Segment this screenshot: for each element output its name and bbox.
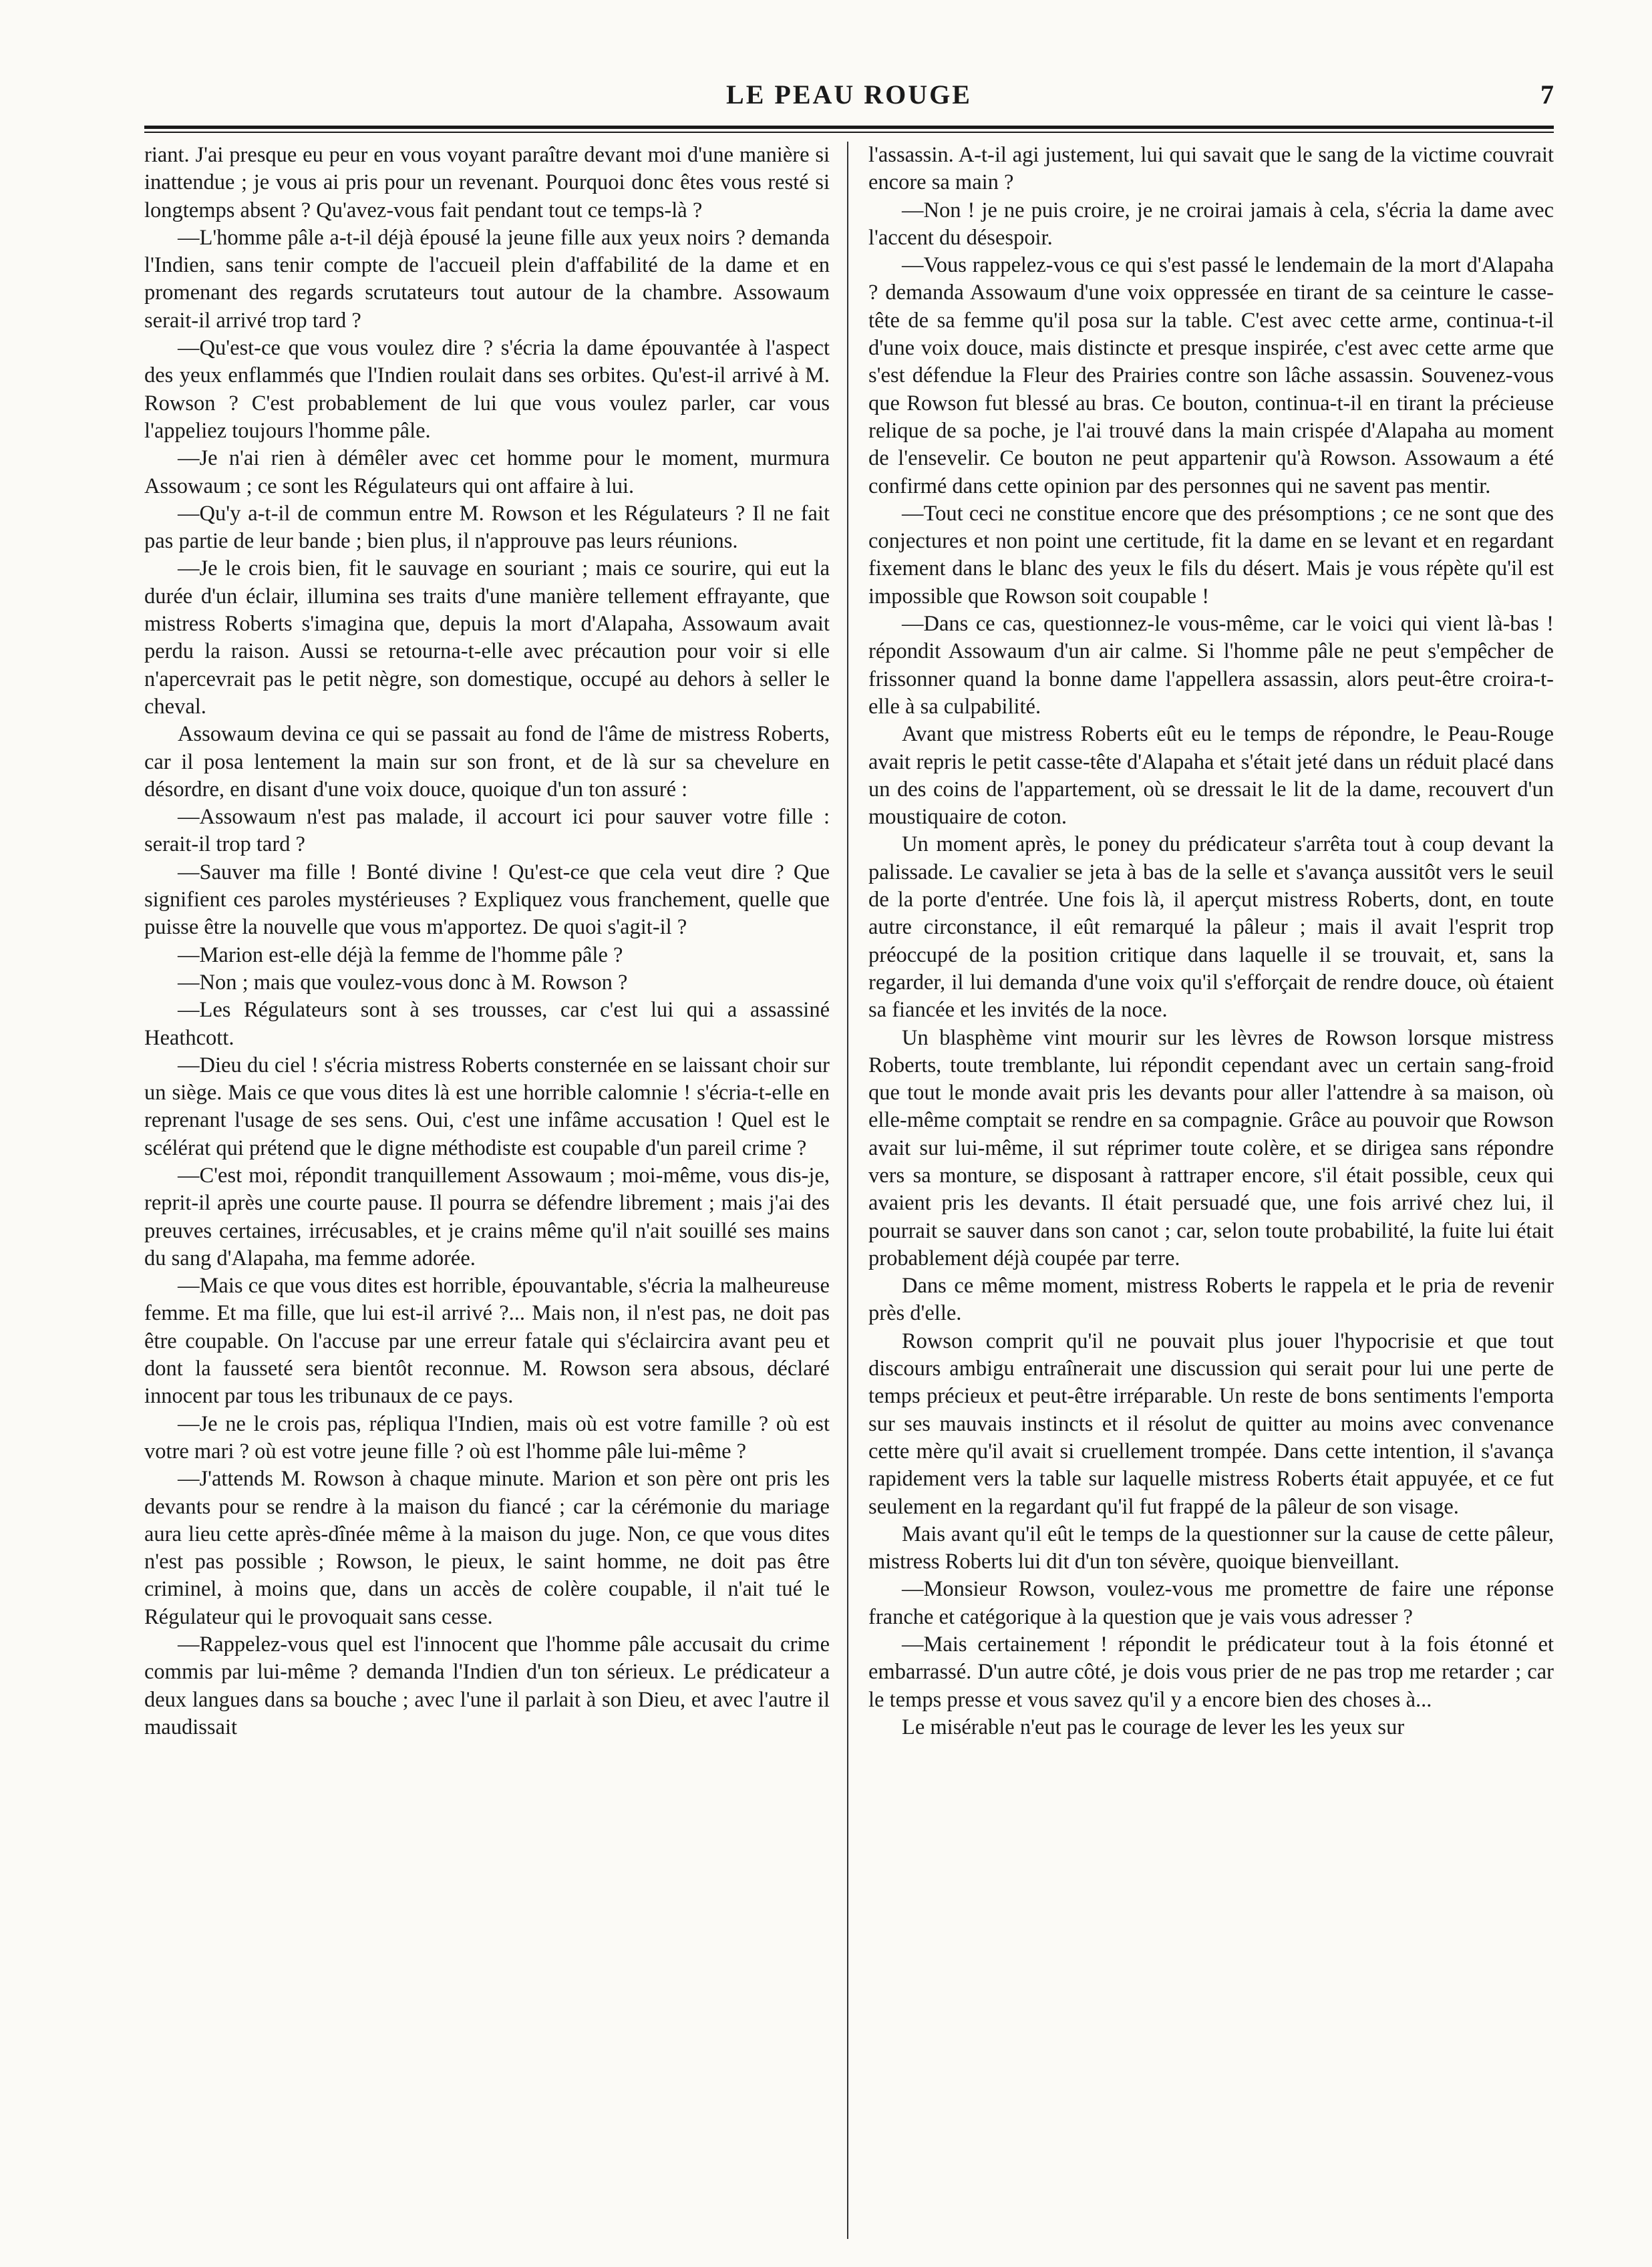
paragraph: —Monsieur Rowson, voulez-vous me promettre de faire une réponse franche et catégorique à la question que je vais vous adresser ?: [868, 1577, 1554, 1629]
paragraph: —Sauver ma fille ! Bonté divine ! Qu'est-ce que cela veut dire ? Que signifient ces paroles mystérieuses ? Expliquez vous franchement, quelle que puisse être la nouvelle que vous m'apportez. De quoi s'agit-il ?: [144, 860, 830, 940]
paragraph: —C'est moi, répondit tranquillement Assowaum ; moi-même, vous dis-je, reprit-il après une courte pause. Il pourra se défendre librement ; mais j'ai des preuves certaines, irrécusables, et je crains même qu'il n'ait souillé ses mains du sang d'Alapaha, ma femme adorée.: [144, 1163, 830, 1270]
paragraph: Le misérable n'eut pas le courage de lever les les yeux sur: [902, 1715, 1405, 1739]
paragraph: riant. J'ai presque eu peur en vous voyant paraître devant moi d'une manière si inattendue ; je vous ai pris pour un revenant. Pourquoi donc êtes vous resté si longtemps absent ? Qu'avez-vous fait pendant tout ce temps-là ?: [144, 143, 830, 222]
text-columns: [144, 142, 1554, 2246]
page-header: [144, 79, 1554, 126]
left-column: [144, 142, 830, 2246]
paragraph: Dans ce même moment, mistress Roberts le rappela et le pria de revenir près d'elle.: [868, 1274, 1554, 1326]
paragraph: —L'homme pâle a-t-il déjà épousé la jeune fille aux yeux noirs ? demanda l'Indien, sans tenir compte de l'accueil plein d'affabilité de la dame et en promenant des regards scrutateurs tout autour de la chambre. Assowaum serait-il arrivé trop tard ?: [144, 225, 830, 333]
paragraph: —Non ! je ne puis croire, je ne croirai jamais à cela, s'écria la dame avec l'accent du désespoir.: [868, 198, 1554, 250]
paragraph: —Qu'est-ce que vous voulez dire ? s'écria la dame épouvantée à l'aspect des yeux enflammés que l'Indien roulait dans ses orbites. Qu'est-il arrivé à M. Rowson ? C'est probablement de lui que vous voulez parler, car vous l'appeliez toujours l'homme pâle.: [144, 336, 830, 443]
paragraph: Un blasphème vint mourir sur les lèvres de Rowson lorsque mistress Roberts, toute tremblante, lui répondit cependant avec un certain sang-froid que tout le monde avait pris les devants pour aller l'attendre à sa maison, où elle-même comptait se rendre en sa compagnie. Grâce au pouvoir que Rowson avait sur lui-même, il sut réprimer toute colère, et se dirigea sans répondre vers sa monture, se disposant à rattraper encore, s'il était possible, ceux qui avaient pris les devants. Il était persuadé que, une fois arrivé chez lui, il pourrait se sauver dans son canot ; car, selon toute probabilité, la fuite lui était probablement déjà coupée par terre.: [868, 1025, 1554, 1270]
paragraph: Un moment après, le poney du prédicateur s'arrêta tout à coup devant la palissade. Le cavalier se jeta à bas de la selle et s'avança aussitôt vers le seuil de la porte d'entrée. Une fois là, il aperçut mistress Roberts, dont, en toute autre circonstance, il eût remarqué la pâleur ; mais il avait l'esprit trop préoccupé de la position critique dans laquelle il se trouvait, et, sans la regarder, il lui demanda d'une voix qu'il s'efforçait de rendre douce, où étaient sa fiancée et les invités de la noce.: [868, 832, 1554, 1023]
paragraph: —Assowaum n'est pas malade, il accourt ici pour sauver votre fille : serait-il trop tard ?: [144, 805, 830, 857]
paragraph: Assowaum devina ce qui se passait au fond de l'âme de mistress Roberts, car il posa lentement la main sur son front, et de là sur sa chevelure en désordre, en disant d'une voix douce, quoique d'un ton assuré :: [144, 722, 830, 802]
paragraph: Rowson comprit qu'il ne pouvait plus jouer l'hypocrisie et que tout discours ambigu entraînerait une discussion qui serait pour lui une perte de temps précieux et peut-être irréparable. Un reste de bons sentiments l'emporta sur ses mauvais instincts et il résolut de quitter au moins avec convenance cette mère qu'il avait si cruellement trompée. Dans cette intention, il s'avança rapidement vers la table sur laquelle mistress Roberts était appuyée, et ce fut seulement en la regardant qu'il fut frappé de la pâleur de son visage.: [868, 1329, 1554, 1519]
paragraph: —Vous rappelez-vous ce qui s'est passé le lendemain de la mort d'Alapaha ? demanda Assowaum d'une voix oppressée en tirant de sa ceinture le casse-tête de sa femme qu'il posa sur la table. C'est avec cette arme, continua-t-il d'une voix douce, mais distincte et presque inspirée, c'est avec cette arme que s'est défendue la Fleur des Prairies contre son lâche assassin. Souvenez-vous que Rowson fut blessé au bras. Ce bouton, continua-t-il en tirant la précieuse relique de sa poche, je l'ai trouvé dans la main crispée d'Alapaha au moment de l'ensevelir. Ce bouton ne peut appartenir qu'à Rowson. Assowaum a été confirmé dans cette opinion par des personnes qui ne savent pas mentir.: [868, 253, 1554, 498]
right-column: [868, 142, 1554, 2246]
paragraph: —Mais ce que vous dites est horrible, épouvantable, s'écria la malheureuse femme. Et ma fille, que lui est-il arrivé ?... Mais non, il n'est pas, ne doit pas être coupable. On l'accuse par une erreur fatale qui s'éclaircira avant peu et dont la fausseté sera bientôt reconnue. M. Rowson sera absous, déclaré innocent par tous les tribunaux de ce pays.: [144, 1274, 830, 1409]
paragraph: —Rappelez-vous quel est l'innocent que l'homme pâle accusait du crime commis par lui-même ? demanda l'Indien d'un ton sérieux. Le prédicateur a deux langues dans sa bouche ; avec l'une il parlait à son Dieu, et avec l'autre il maudissait: [144, 1632, 830, 1739]
header-rule: [144, 126, 1554, 133]
paragraph: —Je ne le crois pas, répliqua l'Indien, mais où est votre famille ? où est votre mari ? où est votre jeune fille ? où est l'homme pâle lui-même ?: [144, 1411, 830, 1463]
paragraph: —Dieu du ciel ! s'écria mistress Roberts consternée en se laissant choir sur un siège. Mais ce que vous dites là est une horrible calomnie ! s'écria-t-elle en reprenant l'usage de ses sens. Oui, c'est une infâme accusation ! Quel est le scélérat qui prétend que le digne méthodiste est coupable d'un pareil crime ?: [144, 1053, 830, 1160]
paragraph: —Marion est-elle déjà la femme de l'homme pâle ?: [178, 942, 623, 967]
paragraph: —Tout ceci ne constitue encore que des présomptions ; ce ne sont que des conjectures et non point une certitude, fit la dame en se levant et en regardant fixement dans le blanc des yeux le fils du désert. Mais je vous répète qu'il est impossible que Rowson soit coupable !: [868, 501, 1554, 608]
page-number: 7: [1540, 79, 1554, 110]
paragraph: Avant que mistress Roberts eût eu le temps de répondre, le Peau-Rouge avait repris le petit casse-tête d'Alapaha et s'était jeté dans un réduit placé dans un des coins de l'appartement, où se dressait le lit de la dame, recouvert d'un moustiquaire de coton.: [868, 722, 1554, 830]
paragraph: Mais avant qu'il eût le temps de la questionner sur la cause de cette pâleur, mistress Roberts lui dit d'un ton sévère, quoique bienveillant.: [868, 1522, 1554, 1574]
paragraph: —Je n'ai rien à démêler avec cet homme pour le moment, murmura Assowaum ; ce sont les Régulateurs qui ont affaire à lui.: [144, 446, 830, 498]
paragraph: —Non ; mais que voulez-vous donc à M. Rowson ?: [178, 970, 628, 995]
paragraph: —J'attends M. Rowson à chaque minute. Marion et son père ont pris les devants pour se rendre à la maison du fiancé ; car la cérémonie du mariage aura lieu cette après-dînée même à la maison du juge. Non, ce que vous dites n'est pas possible ; Rowson, le pieux, le saint homme, ne doit pas être criminel, à moins que, dans un accès de colère coupable, il n'ait tué le Régulateur qui le provoquait sans cesse.: [144, 1467, 830, 1629]
column-divider: [847, 142, 848, 2239]
paragraph: —Les Régulateurs sont à ses trousses, car c'est lui qui a assassiné Heathcott.: [144, 998, 830, 1050]
running-title: LE PEAU ROUGE: [726, 79, 972, 110]
paragraph: l'assassin. A-t-il agi justement, lui qui savait que le sang de la victime couvrait encore sa main ?: [868, 143, 1554, 195]
paragraph: —Mais certainement ! répondit le prédicateur tout à la fois étonné et embarrassé. D'un autre côté, je dois vous prier de ne pas trop me retarder ; car le temps presse et vous savez qu'il y a encore bien des choses à...: [868, 1632, 1554, 1712]
paragraph: —Je le crois bien, fit le sauvage en souriant ; mais ce sourire, qui eut la durée d'un éclair, illumina ses traits d'une manière tellement effrayante, que mistress Roberts s'imagina que, depuis la mort d'Alapaha, Assowaum avait perdu la raison. Aussi se retourna-t-elle avec précaution pour voir si elle n'apercevrait pas le petit nègre, son domestique, occupé au dehors à seller le cheval.: [144, 556, 830, 719]
paragraph: —Dans ce cas, questionnez-le vous-même, car le voici qui vient là-bas ! répondit Assowaum d'un air calme. Si l'homme pâle ne peut s'empêcher de frissonner quand la bonne dame l'appellera assassin, alors peut-être croira-t-elle à sa culpabilité.: [868, 612, 1554, 719]
paragraph: —Qu'y a-t-il de commun entre M. Rowson et les Régulateurs ? Il ne fait pas partie de leur bande ; bien plus, il n'approuve pas leurs réunions.: [144, 501, 830, 554]
